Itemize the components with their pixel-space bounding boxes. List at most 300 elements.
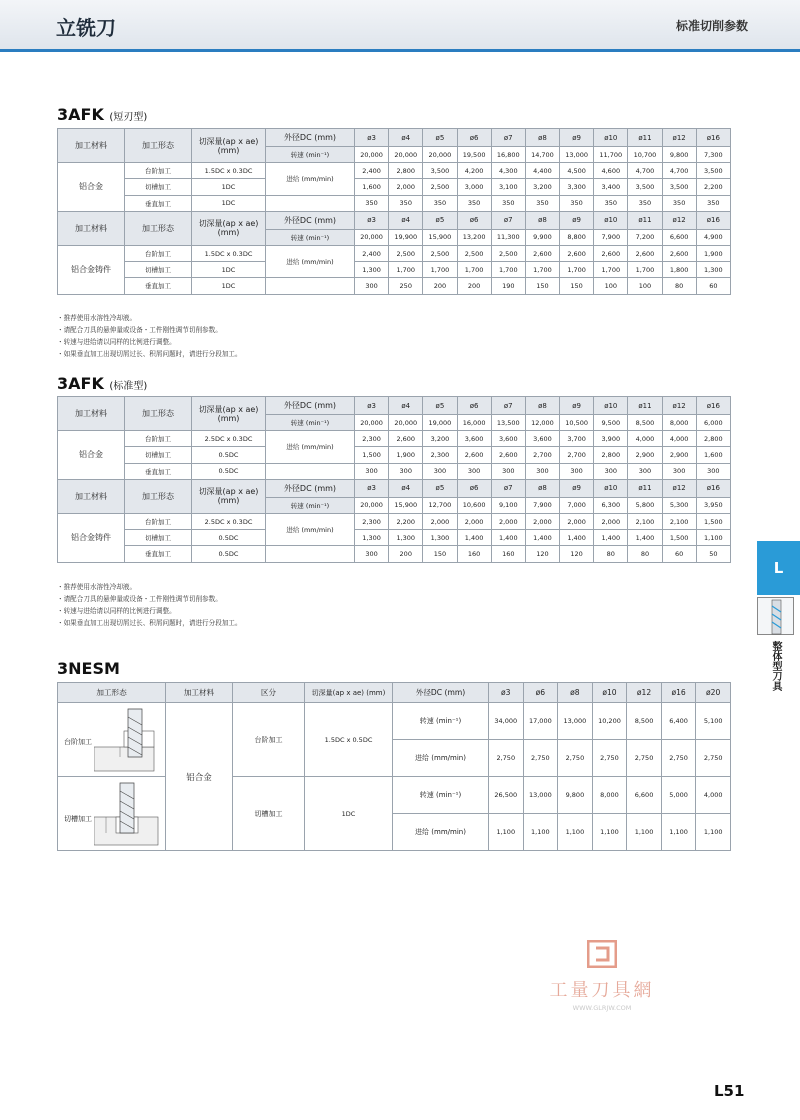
feed-cell: 2,000 [457,513,491,529]
feed-cell: 190 [491,278,525,294]
form-cell: 台阶加工 [125,163,192,179]
depth-cell: 1DC [192,179,266,195]
feed-cell: 3,500 [423,163,457,179]
slot-milling-illustration [58,777,166,851]
dc-cell: ø11 [628,397,662,415]
feed-cell: 120 [560,546,594,562]
feed-cell: 2,500 [423,179,457,195]
feed-cell: 4,700 [662,163,696,179]
dc-cell: ø5 [423,479,457,497]
header-dc: 外径DC (mm) [393,683,489,703]
feed-cell: 350 [696,195,730,211]
dc-cell: ø10 [594,129,628,147]
header-dc: 外径DC (mm) [266,479,355,497]
header-dc: 外径DC (mm) [266,211,355,229]
feed-cell: 4,700 [628,163,662,179]
feed-cell: 1,900 [389,447,423,463]
speed-cell: 5,100 [696,703,731,740]
feed-cell: 1,400 [457,530,491,546]
slot-milling-icon [94,781,164,847]
dc-cell: ø16 [696,479,730,497]
notes-3afk-short [57,312,242,360]
header-material: 加工材料 [58,397,125,431]
feed-cell: 1,100 [523,814,558,851]
feed-cell: 150 [560,278,594,294]
header-depth: 切深量(ap x ae) (mm) [192,211,266,245]
depth-cell: 2.5DC x 0.3DC [192,431,266,447]
dc-cell: ø10 [592,683,627,703]
feed-cell: 1,100 [489,814,524,851]
feed-cell: 300 [423,463,457,479]
dc-cell: ø3 [355,211,389,229]
feed-cell: 1,600 [355,179,389,195]
speed-cell: 15,900 [389,497,423,513]
feed-label: 进给 (mm/min) [266,163,355,195]
feed-cell: 2,600 [560,245,594,261]
dc-cell: ø12 [662,211,696,229]
form-label: 切槽加工 [64,815,92,823]
feed-cell: 350 [594,195,628,211]
header-material: 加工材料 [166,683,233,703]
material-cell: 铝合金铸件 [58,245,125,294]
dc-cell: ø16 [696,129,730,147]
chapter-tab-l[interactable]: L [757,541,800,595]
dc-cell: ø6 [457,397,491,415]
feed-cell: 2,400 [355,163,389,179]
feed-cell: 1,600 [696,447,730,463]
speed-cell: 8,800 [560,229,594,245]
form-cell: 切槽加工 [125,447,192,463]
feed-cell: 2,800 [594,447,628,463]
dc-cell: ø16 [696,211,730,229]
dc-cell: ø3 [355,397,389,415]
feed-cell: 2,600 [594,245,628,261]
header-material: 加工材料 [58,479,125,513]
feed-cell: 2,750 [661,740,696,777]
feed-cell: 3,000 [457,179,491,195]
speed-cell: 10,600 [457,497,491,513]
speed-cell: 8,500 [628,415,662,431]
feed-cell: 350 [491,195,525,211]
feed-cell: 2,900 [628,447,662,463]
speed-cell: 5,000 [661,777,696,814]
dc-cell: ø11 [628,129,662,147]
feed-cell: 2,600 [525,245,559,261]
feed-cell: 1,300 [696,262,730,278]
dc-cell: ø3 [355,479,389,497]
dc-cell: ø4 [389,479,423,497]
feed-cell: 2,750 [627,740,662,777]
dc-cell: ø16 [696,397,730,415]
header-depth: 切深量(ap x ae) (mm) [305,683,393,703]
feed-cell: 2,500 [389,245,423,261]
feed-cell: 2,300 [423,447,457,463]
feed-cell: 4,000 [628,431,662,447]
depth-cell: 1.5DC x 0.3DC [192,163,266,179]
feed-cell: 300 [525,463,559,479]
feed-cell: 1,300 [355,262,389,278]
feed-cell: 350 [662,195,696,211]
feed-cell: 300 [389,463,423,479]
header-depth: 切深量(ap x ae) (mm) [192,129,266,163]
note-line: ・请配合刀具的悬伸量或设备・工件刚性调节切削参数。 [57,326,222,334]
dc-cell: ø5 [423,397,457,415]
dc-cell: ø4 [389,211,423,229]
form-cell: 切槽加工 [125,179,192,195]
feed-cell: 4,200 [457,163,491,179]
speed-label: 转速 (min⁻¹) [266,497,355,513]
feed-cell: 300 [628,463,662,479]
feed-cell: 2,700 [525,447,559,463]
speed-cell: 7,900 [525,497,559,513]
speed-cell: 10,700 [628,147,662,163]
feed-cell: 1,100 [696,814,731,851]
feed-cell: 50 [696,546,730,562]
header-form: 加工形态 [125,211,192,245]
dc-cell: ø6 [457,211,491,229]
feed-cell: 2,750 [592,740,627,777]
dc-cell: ø3 [489,683,524,703]
feed-cell: 300 [696,463,730,479]
header-form: 加工形态 [125,479,192,513]
section-title-3afk-short [57,105,147,124]
dc-cell: ø9 [560,479,594,497]
feed-cell: 2,750 [696,740,731,777]
form-cell: 垂直加工 [125,463,192,479]
depth-cell: 0.5DC [192,530,266,546]
depth-cell: 1DC [192,195,266,211]
feed-cell: 2,000 [423,513,457,529]
dc-cell: ø10 [594,397,628,415]
watermark-url: WWW.GLRJW.COM [572,1004,632,1012]
end-mill-icon [757,597,794,635]
material-cell: 铝合金 [166,703,233,851]
dc-cell: ø9 [560,129,594,147]
feed-cell: 2,750 [558,740,593,777]
feed-label: 进给 (mm/min) [266,513,355,545]
feed-cell: 2,200 [696,179,730,195]
speed-cell: 19,000 [423,415,457,431]
header-dc: 外径DC (mm) [266,397,355,415]
feed-cell: 1,700 [560,262,594,278]
speed-cell: 13,500 [491,415,525,431]
dc-cell: ø11 [628,479,662,497]
speed-cell: 12,700 [423,497,457,513]
feed-cell: 350 [525,195,559,211]
feed-cell: 2,600 [491,447,525,463]
feed-label-blank [266,463,355,479]
feed-cell: 1,100 [558,814,593,851]
dc-cell: ø10 [594,479,628,497]
speed-cell: 6,600 [662,229,696,245]
feed-cell: 1,300 [423,530,457,546]
feed-cell: 3,700 [560,431,594,447]
speed-cell: 20,000 [355,147,389,163]
speed-cell: 16,000 [457,415,491,431]
depth-cell: 1DC [192,278,266,294]
feed-cell: 350 [560,195,594,211]
feed-cell: 3,200 [423,431,457,447]
speed-cell: 20,000 [355,497,389,513]
feed-cell: 1,800 [662,262,696,278]
dc-cell: ø12 [662,129,696,147]
form-cell: 垂直加工 [125,195,192,211]
header-material: 加工材料 [58,211,125,245]
feed-cell: 2,100 [662,513,696,529]
feed-cell: 4,600 [594,163,628,179]
feed-cell: 2,600 [457,447,491,463]
speed-cell: 3,950 [696,497,730,513]
side-category-label: 整体型刀具 [770,641,781,691]
header-material: 加工材料 [58,129,125,163]
speed-cell: 20,000 [355,229,389,245]
feed-cell: 350 [457,195,491,211]
speed-cell: 15,900 [423,229,457,245]
feed-cell: 3,500 [628,179,662,195]
dc-cell: ø5 [423,129,457,147]
feed-cell: 2,000 [491,513,525,529]
feed-cell: 1,100 [696,530,730,546]
dc-cell: ø4 [389,397,423,415]
feed-cell: 60 [696,278,730,294]
feed-cell: 1,500 [355,447,389,463]
depth-cell: 1DC [192,262,266,278]
feed-cell: 3,900 [594,431,628,447]
feed-cell: 200 [389,546,423,562]
feed-cell: 1,700 [457,262,491,278]
feed-cell: 160 [491,546,525,562]
speed-cell: 7,200 [628,229,662,245]
speed-cell: 8,000 [662,415,696,431]
note-line: ・转速与进给请以同样的比例进行调整。 [57,338,176,346]
feed-cell: 1,300 [389,530,423,546]
feed-cell: 2,750 [489,740,524,777]
speed-label: 转速 (min⁻¹) [393,703,489,740]
notes-3afk-standard [57,581,242,629]
feed-cell: 3,500 [662,179,696,195]
feed-cell: 1,300 [355,530,389,546]
feed-cell: 2,800 [696,431,730,447]
feed-cell: 300 [457,463,491,479]
page-title: 立铣刀 [56,16,116,40]
feed-cell: 80 [594,546,628,562]
section-title-3nesm: 3NESM [57,659,120,678]
dc-cell: ø8 [558,683,593,703]
note-line: ・转速与进给请以同样的比例进行调整。 [57,607,176,615]
feed-cell: 1,400 [628,530,662,546]
feed-cell: 150 [525,278,559,294]
speed-cell: 34,000 [489,703,524,740]
feed-cell: 1,900 [696,245,730,261]
dc-cell: ø7 [491,129,525,147]
feed-cell: 1,100 [592,814,627,851]
note-line: ・如果垂直加工出现切屑过长、积屑问题时，请进行分段加工。 [57,619,242,627]
feed-cell: 3,600 [525,431,559,447]
speed-cell: 11,700 [594,147,628,163]
form-label: 台阶加工 [64,738,92,746]
dc-cell: ø7 [491,211,525,229]
feed-cell: 1,700 [491,262,525,278]
feed-cell: 2,750 [523,740,558,777]
feed-cell: 3,100 [491,179,525,195]
feed-cell: 2,700 [560,447,594,463]
speed-cell: 20,000 [355,415,389,431]
feed-cell: 2,300 [355,513,389,529]
depth-cell: 0.5DC [192,447,266,463]
feed-cell: 300 [491,463,525,479]
feed-cell: 1,400 [560,530,594,546]
shoulder-milling-icon [94,707,164,773]
depth-cell: 1.5DC x 0.5DC [305,703,393,777]
note-line: ・如果垂直加工出现切屑过长、积屑问题时，请进行分段加工。 [57,350,242,358]
speed-cell: 4,000 [696,777,731,814]
material-cell: 铝合金 [58,431,125,480]
speed-cell: 13,000 [523,777,558,814]
feed-cell: 300 [355,278,389,294]
feed-cell: 120 [525,546,559,562]
speed-cell: 5,300 [662,497,696,513]
speed-cell: 6,400 [661,703,696,740]
feed-cell: 300 [355,546,389,562]
speed-cell: 9,900 [525,229,559,245]
speed-cell: 13,000 [560,147,594,163]
speed-cell: 9,800 [558,777,593,814]
feed-cell: 3,300 [560,179,594,195]
speed-cell: 10,200 [592,703,627,740]
speed-cell: 6,600 [627,777,662,814]
feed-cell: 3,500 [696,163,730,179]
feed-cell: 1,100 [661,814,696,851]
dc-cell: ø20 [696,683,731,703]
watermark-logo-icon [587,940,617,968]
section-name: 3AFK [57,105,104,124]
form-cell: 台阶加工 [125,431,192,447]
feed-cell: 160 [457,546,491,562]
feed-cell: 2,000 [525,513,559,529]
speed-cell: 9,800 [662,147,696,163]
feed-cell: 2,800 [389,163,423,179]
feed-cell: 1,500 [696,513,730,529]
depth-cell: 1DC [305,777,393,851]
feed-cell: 350 [628,195,662,211]
speed-cell: 19,900 [389,229,423,245]
speed-cell: 13,200 [457,229,491,245]
header-right-label: 标准切削参数 [675,19,748,33]
speed-cell: 16,800 [491,147,525,163]
feed-cell: 1,100 [627,814,662,851]
form-cell: 台阶加工 [125,513,192,529]
header-dc: 外径DC (mm) [266,129,355,147]
cutting-table-3nesm [57,682,731,851]
speed-cell: 8,000 [592,777,627,814]
speed-cell: 7,300 [696,147,730,163]
feed-cell: 2,400 [355,245,389,261]
cutting-table-3afk-short [57,128,731,295]
form-cell: 切槽加工 [125,530,192,546]
speed-cell: 11,300 [491,229,525,245]
feed-cell: 1,700 [594,262,628,278]
dc-cell: ø6 [523,683,558,703]
feed-cell: 1,400 [594,530,628,546]
feed-cell: 2,200 [389,513,423,529]
header-division: 区分 [233,683,305,703]
dc-cell: ø10 [594,211,628,229]
feed-cell: 2,600 [662,245,696,261]
section-subtitle: (短刃型) [109,112,148,123]
feed-cell: 2,900 [662,447,696,463]
speed-label: 转速 (min⁻¹) [393,777,489,814]
feed-cell: 300 [594,463,628,479]
feed-cell: 2,500 [491,245,525,261]
dc-cell: ø12 [662,397,696,415]
note-line: ・请配合刀具的悬伸量或设备・工件刚性调节切削参数。 [57,595,222,603]
dc-cell: ø5 [423,211,457,229]
feed-cell: 350 [355,195,389,211]
note-line: ・推荐使用水溶性冷却液。 [57,583,137,591]
speed-cell: 5,800 [628,497,662,513]
speed-cell: 12,000 [525,415,559,431]
feed-cell: 300 [355,463,389,479]
feed-cell: 3,600 [457,431,491,447]
feed-label: 进给 (mm/min) [393,740,489,777]
feed-cell: 100 [628,278,662,294]
dc-cell: ø7 [491,479,525,497]
feed-cell: 3,200 [525,179,559,195]
feed-cell: 150 [423,546,457,562]
feed-cell: 1,700 [423,262,457,278]
division-cell: 台阶加工 [233,703,305,777]
feed-cell: 1,500 [662,530,696,546]
speed-cell: 4,900 [696,229,730,245]
form-cell: 台阶加工 [125,245,192,261]
speed-cell: 20,000 [389,415,423,431]
feed-cell: 2,000 [560,513,594,529]
feed-label-blank [266,195,355,211]
feed-cell: 300 [662,463,696,479]
speed-cell: 19,500 [457,147,491,163]
speed-label: 转速 (min⁻¹) [266,229,355,245]
feed-cell: 2,500 [457,245,491,261]
depth-cell: 0.5DC [192,546,266,562]
speed-cell: 9,100 [491,497,525,513]
header-depth: 切深量(ap x ae) (mm) [192,479,266,513]
feed-cell: 2,000 [594,513,628,529]
feed-cell: 80 [628,546,662,562]
feed-label-blank [266,546,355,562]
speed-label: 转速 (min⁻¹) [266,147,355,163]
depth-cell: 1.5DC x 0.3DC [192,245,266,261]
feed-cell: 2,300 [355,431,389,447]
watermark-text: 工量刀具網 [549,980,655,1001]
feed-cell: 350 [423,195,457,211]
note-line: ・推荐使用水溶性冷却液。 [57,314,137,322]
cutting-table-3afk-standard [57,396,731,563]
header-form: 加工形态 [58,683,166,703]
speed-cell: 26,500 [489,777,524,814]
feed-cell: 4,400 [525,163,559,179]
form-cell: 垂直加工 [125,278,192,294]
speed-cell: 20,000 [423,147,457,163]
feed-label: 进给 (mm/min) [393,814,489,851]
dc-cell: ø6 [457,479,491,497]
section-title-3afk-standard [57,374,147,393]
feed-cell: 250 [389,278,423,294]
shoulder-milling-illustration [58,703,166,777]
depth-cell: 2.5DC x 0.3DC [192,513,266,529]
dc-cell: ø3 [355,129,389,147]
form-cell: 切槽加工 [125,262,192,278]
header-form: 加工形态 [125,397,192,431]
